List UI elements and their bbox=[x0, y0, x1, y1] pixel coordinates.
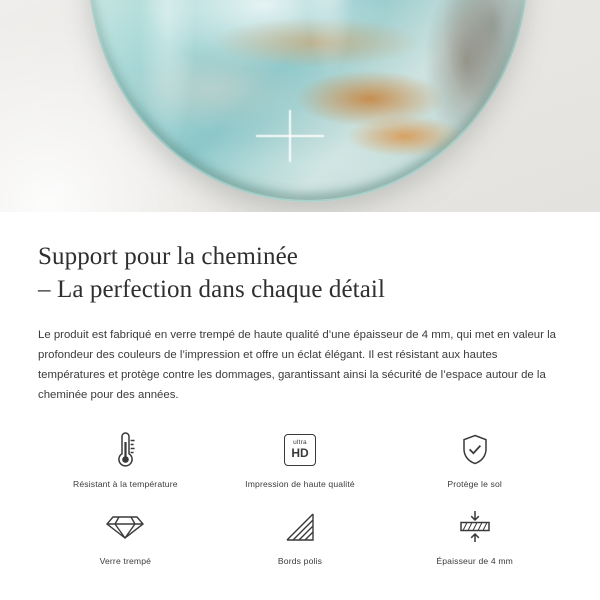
feature-item-floor-protection bbox=[387, 428, 562, 489]
feature-label: Impression de haute qualité bbox=[245, 478, 355, 489]
feature-item-polished-edges bbox=[213, 505, 388, 566]
page-title-line-2: – La perfection dans chaque détail bbox=[38, 276, 385, 304]
feature-grid bbox=[38, 428, 562, 566]
feature-label: Résistant à la température bbox=[72, 478, 178, 489]
page-title-line-1: Support pour la cheminée bbox=[38, 243, 298, 270]
feature-label: Épaisseur de 4 mm bbox=[436, 555, 513, 566]
shield-check-icon bbox=[458, 428, 492, 472]
ultra-hd-badge-top: ultra bbox=[293, 438, 307, 446]
hero-image bbox=[0, 0, 600, 212]
glass-panel-product bbox=[88, 0, 528, 202]
content-area bbox=[0, 240, 600, 566]
feature-label: Bords polis bbox=[277, 555, 323, 566]
feature-label: Protège le sol bbox=[447, 478, 502, 489]
polished-edges-icon bbox=[283, 505, 317, 549]
description-paragraph: Le produit est fabriqué en verre trempé de haute qualité d’une épaisseur de 4 mm, qui met en valeur la profondeur des couleurs de l’impression et offre un éclat élégant. Il est résistant aux hautes températures et protège contre les dommages, garantissant ainsi la sécurité de l’espace autour de la cheminée pour des années. bbox=[38, 328, 556, 402]
feature-item-print-quality bbox=[213, 428, 388, 489]
diamond-icon bbox=[105, 505, 145, 549]
thickness-arrows-icon bbox=[455, 505, 495, 549]
thermometer-icon bbox=[108, 428, 142, 472]
feature-item-thickness bbox=[387, 505, 562, 566]
feature-item-temperature bbox=[38, 428, 213, 489]
ultra-hd-badge-bottom: HD bbox=[291, 446, 309, 461]
ultra-hd-icon bbox=[284, 428, 316, 472]
feature-label: Verre trempé bbox=[99, 555, 152, 566]
feature-item-tempered-glass bbox=[38, 505, 213, 566]
page-title bbox=[38, 240, 562, 307]
